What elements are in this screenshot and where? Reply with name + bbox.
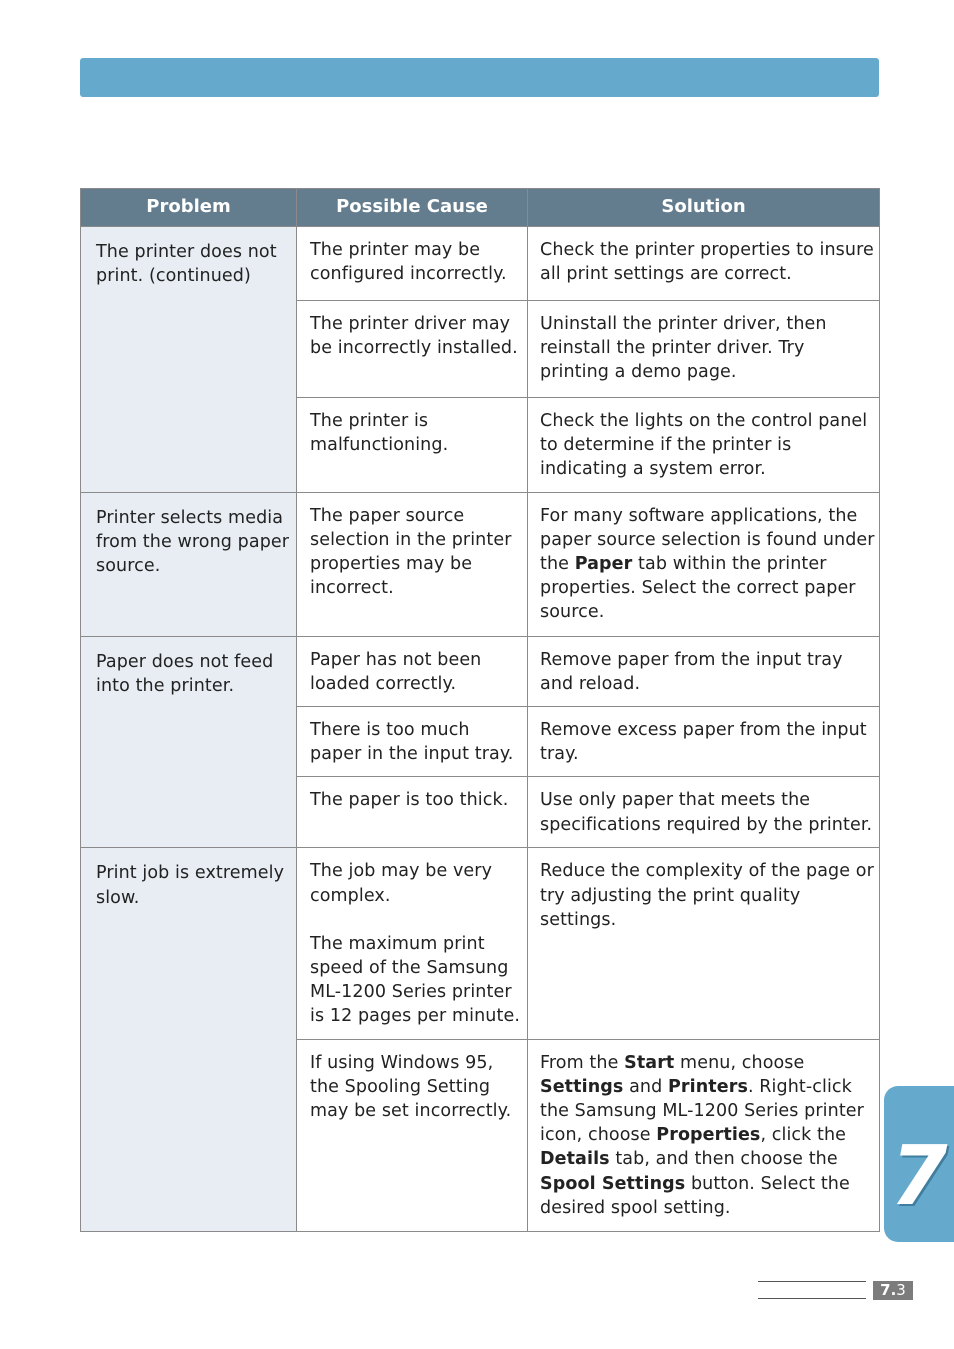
table-row: [81, 227, 880, 301]
footer-rule-bottom: [758, 1298, 866, 1299]
chapter-tab-number: 7: [890, 1129, 948, 1224]
solution-emphasis: Printers: [667, 1076, 748, 1097]
troubleshooting-table: [80, 188, 880, 1232]
header-cause: Possible Cause: [297, 189, 528, 227]
cause-cell: [297, 301, 528, 398]
solution-text: tab, and then choose the: [609, 1149, 838, 1170]
solution-cell: [528, 1039, 880, 1231]
solution-cell: [528, 492, 880, 636]
cause-text: The job may be very complex.: [310, 861, 493, 906]
solution-cell: [528, 707, 880, 777]
solution-text: menu, choose: [674, 1052, 805, 1073]
cause-text: The printer driver may be incorrectly installed.: [310, 314, 518, 359]
problem-cell: Printer selects media from the wrong paper source.: [81, 492, 297, 636]
table-row: [81, 848, 880, 1039]
problem-cell: The printer does not print. (continued): [81, 227, 297, 493]
solution-text: . Right-click the Samsung ML-1200 Series printer icon, choose: [540, 1076, 864, 1146]
solution-text: Uninstall the printer driver, then reinstall the printer driver. Try printing a demo page.: [540, 314, 827, 383]
solution-cell: [528, 777, 880, 848]
cause-text: The printer may be configured incorrectly.: [310, 240, 507, 285]
table-header-row: [81, 189, 880, 227]
cause-text: The printer is malfunctioning.: [310, 411, 449, 456]
problem-cell: Paper does not feed into the printer.: [81, 636, 297, 848]
chapter-tab: [884, 1086, 954, 1242]
cause-cell: [297, 707, 528, 777]
solution-text: button. Select the desired spool setting.: [540, 1173, 850, 1218]
header-banner: [80, 58, 879, 97]
cause-text: There is too much paper in the input tray.: [310, 720, 514, 765]
header-problem: Problem: [81, 189, 297, 227]
page-number-chapter: 7.: [880, 1281, 897, 1299]
solution-cell: [528, 301, 880, 398]
solution-emphasis: Properties: [656, 1125, 761, 1146]
cause-text: The paper is too thick.: [310, 790, 509, 811]
cause-text: The paper source selection in the printer properties may be incorrect.: [310, 505, 512, 599]
solution-emphasis: Spool Settings: [540, 1173, 686, 1194]
solution-emphasis: Settings: [540, 1076, 624, 1097]
table-body: [81, 227, 880, 1232]
solution-emphasis: Paper: [574, 554, 633, 575]
cause-cell: [297, 848, 528, 1039]
solution-text: Reduce the complexity of the page or try adjusting the print quality settings.: [540, 861, 874, 930]
cause-cell: [297, 636, 528, 706]
footer-rule-top: [758, 1281, 866, 1282]
solution-text: Check the lights on the control panel to determine if the printer is indicating a system error.: [540, 411, 868, 480]
solution-cell: [528, 227, 880, 301]
cause-cell: [297, 492, 528, 636]
solution-text: Remove excess paper from the input tray.: [540, 720, 867, 765]
solution-text: Check the printer properties to insure all print settings are correct.: [540, 240, 874, 285]
solution-text: , click the: [760, 1125, 847, 1146]
problem-cell: Print job is extremely slow.: [81, 848, 297, 1231]
solution-cell: [528, 848, 880, 1039]
cause-text: If using Windows 95, the Spooling Setting may be set incorrectly.: [310, 1052, 512, 1122]
cause-text: Paper has not been loaded correctly.: [310, 649, 482, 694]
solution-text: Remove paper from the input tray and reload.: [540, 649, 843, 694]
solution-text: For many software applications, the paper source selection is found under the: [540, 505, 875, 575]
table-row: [81, 492, 880, 636]
solution-text: From the: [540, 1052, 625, 1073]
cause-cell: [297, 777, 528, 848]
solution-text: tab within the printer properties. Select the correct paper source.: [540, 554, 856, 623]
solution-text: and: [623, 1076, 668, 1097]
solution-text: Use only paper that meets the specifications required by the printer.: [540, 790, 873, 835]
header-solution: Solution: [528, 189, 880, 227]
solution-cell: [528, 636, 880, 706]
solution-cell: [528, 398, 880, 493]
cause-text: The maximum print speed of the Samsung ML-1200 Series printer is 12 pages per minute.: [310, 933, 520, 1027]
solution-emphasis: Details: [540, 1149, 610, 1170]
cause-cell: [297, 227, 528, 301]
page-number: [873, 1281, 913, 1300]
page-number-page: 3: [896, 1281, 906, 1299]
cause-cell: [297, 1039, 528, 1231]
cause-cell: [297, 398, 528, 493]
solution-emphasis: Start: [624, 1052, 675, 1073]
table-row: [81, 636, 880, 706]
